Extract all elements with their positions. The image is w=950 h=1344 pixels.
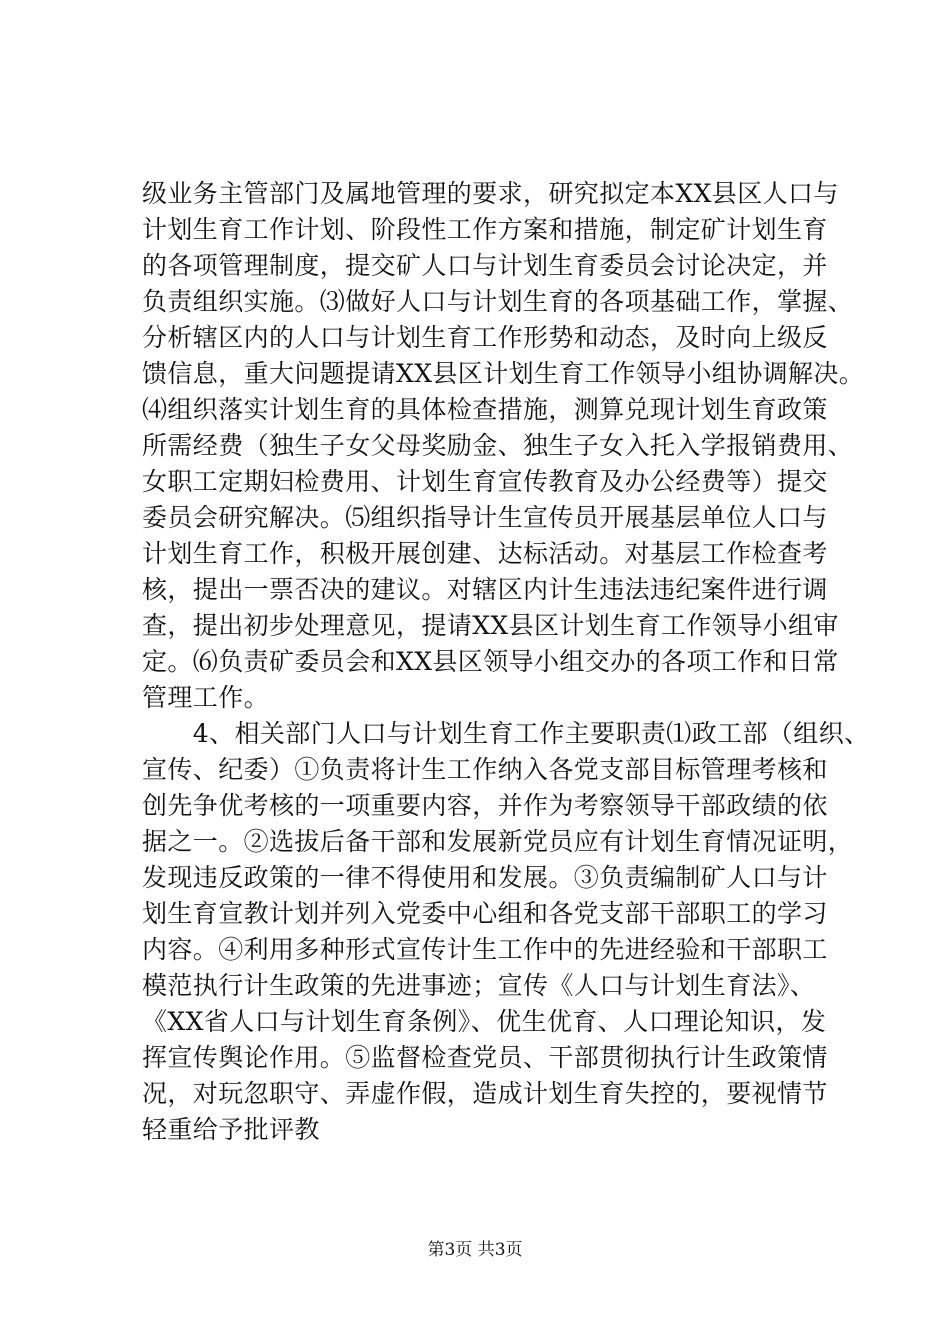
text-line: 计划生育工作计划、阶段性工作方案和措施，制定矿计划生育 [142,215,828,244]
text-line: 负责组织实施。⑶做好人口与计划生育的各项基础工作，掌握、 [142,287,854,316]
body-text [142,176,870,1148]
text-line: 管理工作。 [142,683,270,712]
text-line: 发现违反政策的一律不得使用和发展。③负责编制矿人口与计 [142,863,828,892]
text-line: 据之一。②选拔后备干部和发展新党员应有计划生育情况证明， [142,827,854,856]
text-line: 所需经费（独生子女父母奖励金、独生子女入托入学报销费用、 [142,431,854,460]
text-line: 委员会研究解决。⑸组织指导计生宣传员开展基层单位人口与 [142,503,828,532]
text-line: 的各项管理制度，提交矿人口与计划生育委员会讨论决定，并 [142,251,828,280]
text-line: ⑷组织落实计划生育的具体检查措施，测算兑现计划生育政策 [142,395,828,424]
text-line: 划生育宣教计划并列入党委中心组和各党支部干部职工的学习 [142,899,828,928]
text-line: 查，提出初步处理意见，提请XX县区计划生育工作领导小组审 [142,611,839,640]
text-line: 级业务主管部门及属地管理的要求，研究拟定本XX县区人口与 [142,179,839,208]
text-line: 馈信息，重大问题提请XX县区计划生育工作领导小组协调解决。 [142,359,865,388]
page-number-label: 第3页 共3页 [427,1240,523,1260]
text-line: 轻重给予批评教 [142,1115,320,1144]
text-line: 内容。④利用多种形式宣传计生工作中的先进经验和干部职工 [142,935,828,964]
page-footer [0,1238,950,1262]
text-line: 4、相关部门人口与计划生育工作主要职责⑴政工部（组织、 [142,719,870,748]
text-line: 分析辖区内的人口与计划生育工作形势和动态，及时向上级反 [142,323,828,352]
text-line: 况，对玩忽职守、弄虚作假，造成计划生育失控的，要视情节 [142,1079,828,1108]
text-line: 宣传、纪委）①负责将计生工作纳入各党支部目标管理考核和 [142,755,828,784]
text-line: 定。⑹负责矿委员会和XX县区领导小组交办的各项工作和日常 [142,647,839,676]
text-line: 核，提出一票否决的建议。对辖区内计生违法违纪案件进行调 [142,575,828,604]
text-line: 计划生育工作，积极开展创建、达标活动。对基层工作检查考 [142,539,828,568]
text-line: 模范执行计生政策的先进事迹；宣传《人口与计划生育法》、 [142,971,816,1000]
text-line: 创先争优考核的一项重要内容，并作为考察领导干部政绩的依 [142,791,828,820]
text-line: 《XX省人口与计划生育条例》、优生优育、人口理论知识，发 [142,1007,827,1036]
text-line: 女职工定期妇检费用、计划生育宣传教育及办公经费等）提交 [142,467,828,496]
text-line: 挥宣传舆论作用。⑤监督检查党员、干部贯彻执行计生政策情 [142,1043,828,1072]
